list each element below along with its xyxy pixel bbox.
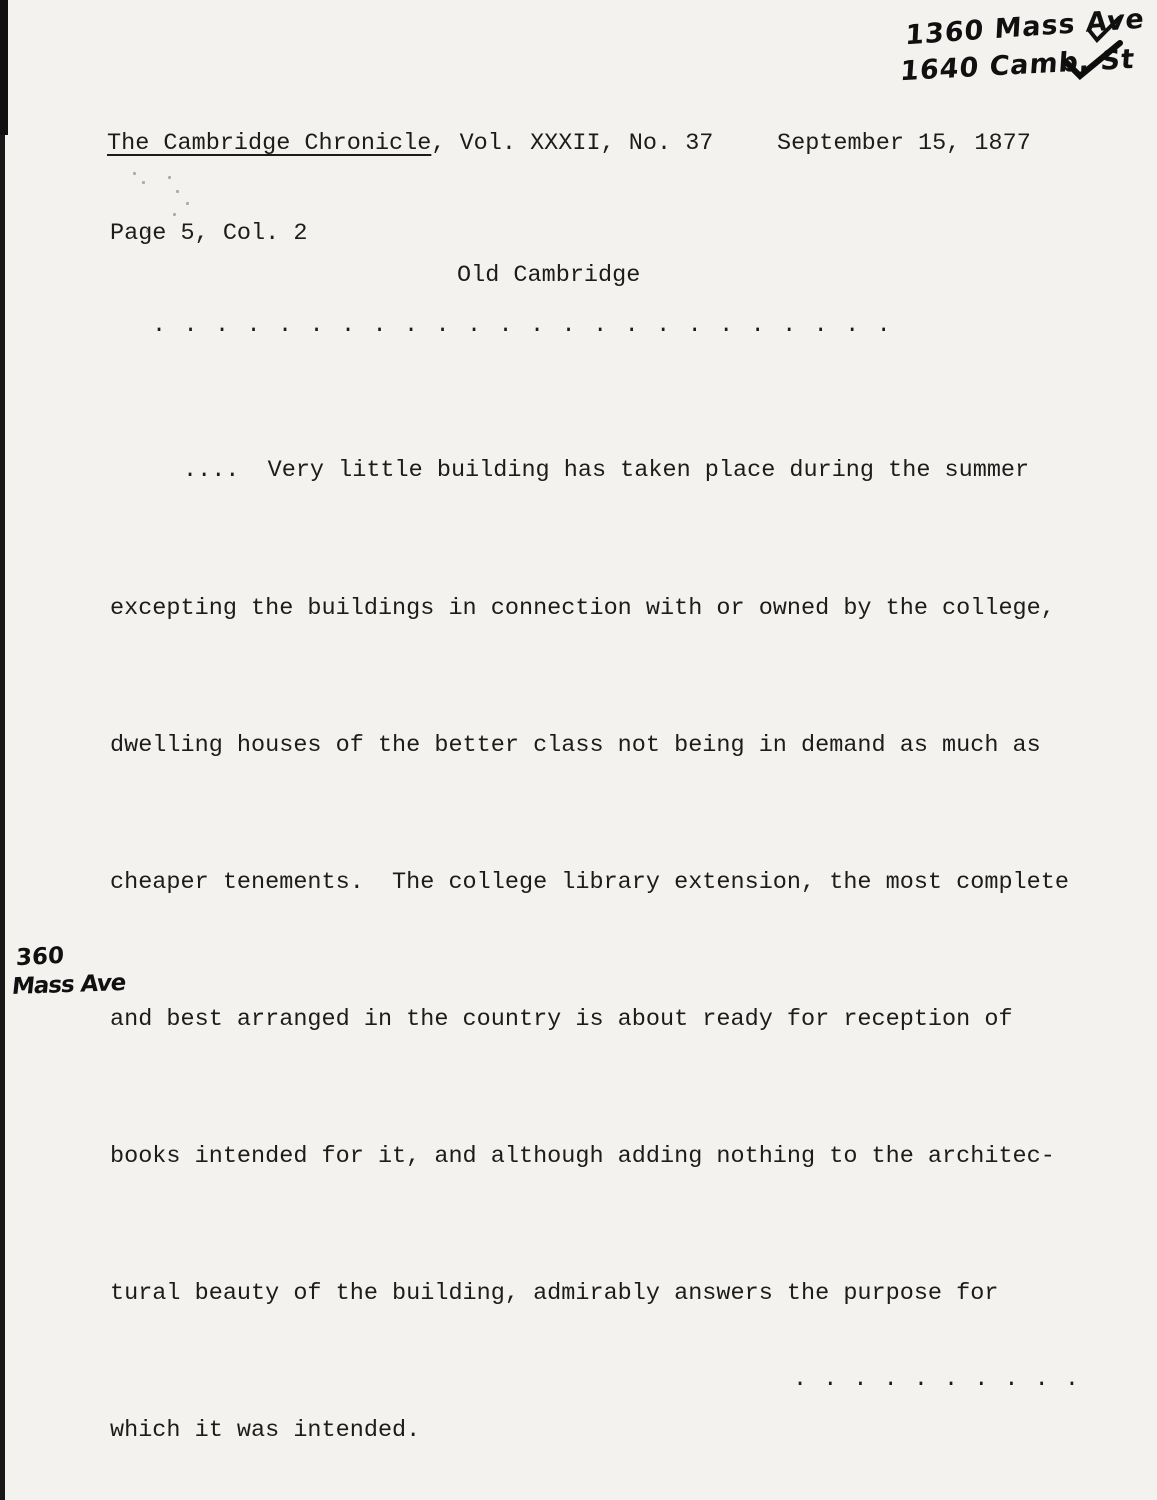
- pencil-speck: [176, 190, 179, 193]
- body-line: .... Very little building has taken place during the summer: [183, 457, 1030, 485]
- page-ref: Page 5, Col. 2: [110, 220, 308, 247]
- body-line: tural beauty of the building, admirably answers the purpose for: [110, 1280, 999, 1308]
- pencil-speck: [142, 181, 145, 184]
- handwritten-note-address-1: 1360 Mass Ave: [904, 3, 1146, 52]
- handwritten-note-address-2: 1640 Camb. St: [899, 43, 1136, 88]
- scan-edge-artifact-top: [0, 0, 8, 135]
- check-icon: [1062, 38, 1124, 80]
- body-line: cheaper tenements. The college library extension, the most complete: [110, 868, 1069, 896]
- pencil-speck: [186, 202, 189, 205]
- body-line: books intended for it, and although adding nothing to the architec-: [110, 1142, 1055, 1170]
- dotted-separator-bottom: . . . . . . . . . .: [793, 1366, 1080, 1393]
- dotted-separator-top: . . . . . . . . . . . . . . . . . . . . . . . .: [152, 312, 892, 339]
- margin-note-address-street: Mass Ave: [10, 969, 127, 1001]
- margin-note-address-number: 360: [15, 942, 65, 972]
- pencil-speck: [173, 213, 176, 216]
- body-line: which it was intended.: [110, 1417, 421, 1445]
- publication-title: The Cambridge Chronicle: [107, 130, 432, 157]
- pencil-speck: [168, 176, 171, 179]
- header-line: [107, 130, 713, 157]
- body-line: dwelling houses of the better class not being in demand as much as: [110, 731, 1041, 759]
- pencil-speck: [133, 172, 136, 175]
- issue-date: September 15, 1877: [777, 130, 1031, 157]
- scan-edge-artifact: [0, 0, 5, 1500]
- article-title: Old Cambridge: [457, 262, 641, 289]
- issue-info: , Vol. XXXII, No. 37: [431, 130, 714, 157]
- body-line: excepting the buildings in connection with or owned by the college,: [110, 594, 1055, 622]
- article-body: [110, 357, 1111, 1500]
- body-line: and best arranged in the country is about ready for reception of: [110, 1005, 1013, 1033]
